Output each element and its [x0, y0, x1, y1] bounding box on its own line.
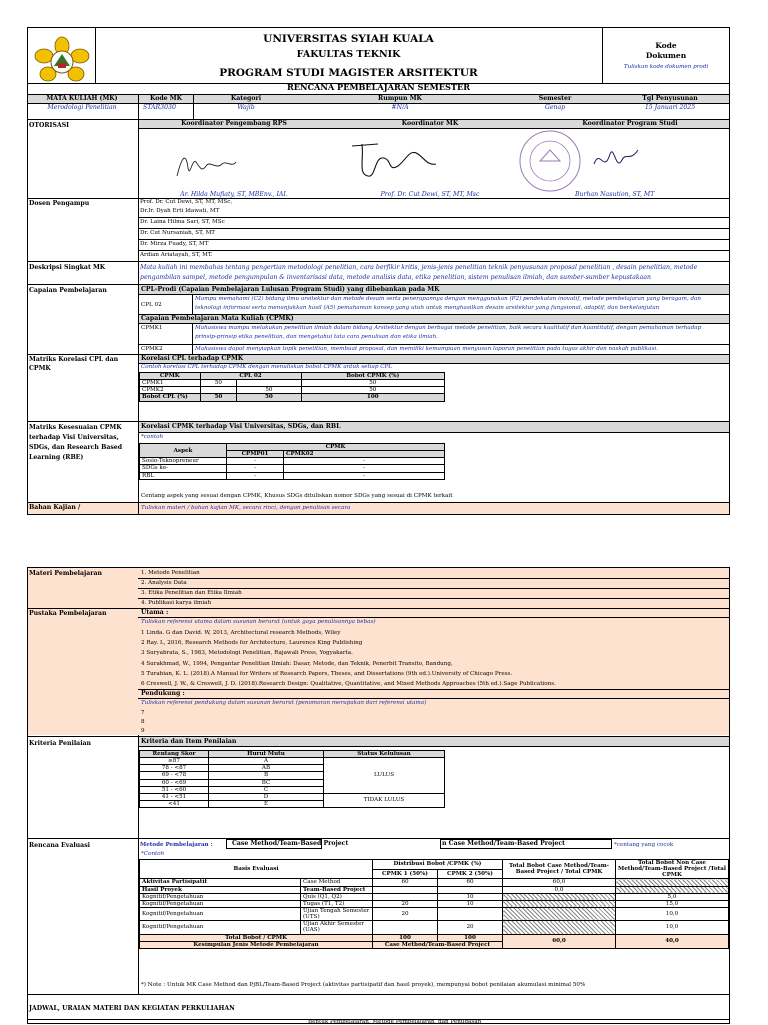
kesesuaian-contoh: *contoh — [141, 434, 164, 440]
eval-row-2-hatch — [616, 886, 729, 893]
kesesuaian-label-2: terhadap Visi Universitas, — [29, 434, 119, 441]
dosen-2: Dr.Ir. Dyah Erti Idawati, MT — [140, 208, 220, 214]
eval-row-3-c1 — [373, 893, 438, 900]
korelasi-total-3: 100 — [301, 394, 444, 401]
cpmk01-header: CPMP01 — [227, 451, 284, 458]
eval-row-4-c1: 20 — [373, 900, 438, 907]
skor-1: ≥87 — [140, 758, 209, 765]
cpmk2-code: CPMK2 — [141, 346, 163, 352]
korelasi-total-2: 50 — [237, 394, 301, 401]
eval-row-1-c1: 60 — [373, 879, 438, 886]
kesimpulan-value: Case Method/Team-Based Project — [373, 941, 503, 948]
dosen-1: Prof. Dr. Cut Dewi, ST, MT, MSc, — [140, 199, 233, 205]
rumpun-header: Rumpun MK — [378, 95, 422, 102]
total-bobot-2: 100 — [438, 934, 503, 941]
name-prodi: Burhan Nasution, ST, MT — [575, 191, 655, 198]
pustaka-utama-hint: Tuliskan referensi utama dalam susunan berurut (untuk gaya penulisannya bebas) — [141, 619, 376, 625]
eval-row-4-item: Tugas (T1, T2) — [301, 900, 373, 907]
university-logo — [34, 36, 90, 86]
huruf-7: E — [209, 800, 324, 807]
cpmk2-header: CPMK 2 (50%) — [438, 869, 503, 879]
huruf-3: B — [209, 772, 324, 779]
eval-row-6-noncase: 10,0 — [616, 921, 729, 934]
aspek-row-2: SDGs ke- — [140, 465, 227, 472]
korelasi-label-1: Matriks Korelasi CPL dan — [29, 356, 119, 363]
korelasi-row1-name: CPMK1 — [140, 380, 201, 387]
metode-value-1: Case Method/Team-Based Project — [232, 840, 349, 847]
course-name: Merodologi Penelitian — [47, 104, 117, 111]
materi-1: 1. Metode Penelitian — [141, 570, 200, 576]
eval-row-3-hatch — [503, 893, 616, 900]
eval-row-2-basis: Hasil Proyek — [140, 886, 301, 893]
course-rumpun: #N/A — [391, 104, 409, 111]
date-header: Tgl Penyusunan — [642, 95, 698, 102]
skor-4: 60 - <69 — [140, 779, 209, 786]
signature-mk — [348, 136, 440, 184]
huruf-1: A — [209, 758, 324, 765]
jadwal-label: JADWAL, URAIAN MATERI DAN KEGIATAN PERKULIAHAN — [29, 1005, 235, 1012]
eval-row-6-c2: 20 — [438, 921, 503, 934]
centang-hint: *centang yang cocok — [614, 842, 674, 848]
semester-header: Semester — [538, 95, 572, 102]
total-bobot-label: Total Bobot / CPMK — [140, 934, 373, 941]
korelasi-row2-cpl: 50 — [237, 387, 301, 394]
pend-9: 9 — [141, 728, 145, 734]
korelasi-hint: Contoh korelasi CPL terhadap CPMK dengan menuliskan bobot CPMK untuk setiap CPL — [141, 364, 392, 370]
eval-row-4-hatch — [503, 900, 616, 907]
huruf-5: C — [209, 786, 324, 793]
eval-row-4-c2: 10 — [438, 900, 503, 907]
deskripsi-line-2: pengambilan sampel, metode pengumpulan & inventarisasi data, metode analisis data, etika penelitian, sistem penulisan ilmiah, dan sumber-sumber kepustakaan — [140, 274, 652, 281]
name-mk: Prof. Dr. Cut Dewi, ST, MT, Msc — [380, 191, 480, 198]
cpl02-code: CPL 02 — [141, 302, 162, 308]
kriteria-header: Kriteria dan Item Penilaian — [141, 738, 237, 745]
pustaka-label: Pustaka Pembelajaran — [29, 610, 107, 617]
korelasi-col-cpl02: CPL 02 — [200, 373, 301, 380]
ref-2: 2 Ray. L, 2016, Research Methods for Architecture, Laurence King Publishing — [141, 640, 363, 646]
ref-1: 1 Linda. G dan David. W, 2013, Architectural research Methods, Wiley — [141, 630, 341, 636]
aspek-row-1-cpmk01: - — [227, 458, 284, 465]
aspek-header: Aspek — [140, 444, 227, 458]
materi-label: Materi Pembelajaran — [29, 570, 103, 577]
korelasi-row2-name: CPMK2 — [140, 387, 201, 394]
kesesuaian-label-4: Learning (RBE) — [29, 454, 84, 461]
total-noncase-header: Total Bobot Non Case Method/Team-Based Project /Total CPMK — [616, 860, 729, 879]
eval-row-3-basis: Kognitif/Pengetahuan — [140, 893, 301, 900]
aspek-row-1: Sosio-Teknopreneur — [140, 458, 227, 465]
coord-rps-label: Koordinator Pengembang RPS — [181, 120, 287, 127]
eval-row-6-hatch — [503, 921, 616, 934]
otorisasi-label: OTORISASI — [29, 122, 70, 129]
cpmk1-code: CPMK1 — [141, 325, 163, 331]
korelasi-header: Korelasi CPL terhadap CPMK — [141, 355, 244, 362]
korelasi-row1-bobot: 50 — [301, 380, 444, 387]
status-tidak-lulus: TIDAK LULUS — [324, 793, 445, 807]
dosen-5: Dr. Mirza Fuady, ST, MT — [140, 241, 209, 247]
bahan-label: Bahan Kajian / — [29, 504, 81, 511]
course-semester: Genap — [544, 104, 566, 111]
eval-row-1-case: 60,0 — [503, 879, 616, 886]
eval-row-1-hatch — [616, 879, 729, 886]
category-header: Kategori — [230, 95, 262, 102]
kesesuaian-header: Korelasi CPMK terhadap Visi Universitas, SDGs, dan RBL — [141, 423, 341, 430]
aspek-row-1-cpmk02: - — [284, 458, 445, 465]
korelasi-total-1: 50 — [200, 394, 237, 401]
total-noncase-value: 40,0 — [616, 934, 729, 948]
pustaka-pendukung-hint: Tuliskan referensi pendukung dalam susunan berurut (penomoran merupakan dari referensi utama) — [141, 700, 427, 706]
korelasi-row1-cpl: 50 — [200, 380, 237, 387]
course-header: MATA KULIAH (MK) — [46, 95, 118, 102]
dokumen-label: Dokumen — [645, 51, 687, 60]
cpmk1-header: CPMK 1 (50%) — [373, 869, 438, 879]
eval-row-5-c1: 20 — [373, 907, 438, 920]
kriteria-col-huruf: Huruf Mutu — [209, 751, 324, 758]
skor-7: <41 — [140, 800, 209, 807]
university-name: UNIVERSITAS SYIAH KUALA — [263, 33, 434, 45]
kriteria-col-skor: Rentang Skor — [140, 751, 209, 758]
cpl-header: CPL-Prodi (Capaian Pembelajaran Lulusan Program Studi) yang dibebankan pada MK — [141, 286, 440, 293]
cpl02-text-2: teknologi informasi serta menunjukkan hasil (A5) pemahaman konsep yang utuh untuk menghasilkan desain arsitektur yang fungsional, adaptif, dan berkelanjutan — [195, 305, 660, 311]
aspek-row-2-cpmk02: - — [284, 465, 445, 472]
aspek-row-3-cpmk02: - — [284, 472, 445, 479]
materi-4: 4. Publikasi karya ilmiah — [141, 600, 212, 606]
kriteria-label: Kriteria Penilaian — [29, 740, 92, 747]
kode-label: Kode — [655, 41, 677, 50]
evaluasi-label: Rencana Evaluasi — [29, 842, 91, 849]
capaian-label: Capaian Pembelajaran — [29, 287, 107, 294]
eval-row-4-noncase: 15,0 — [616, 900, 729, 907]
aspek-row-3: RBL — [140, 472, 227, 479]
cpmk2-text: Mahasiswa dapat menyiapkan topik penelitian, membuat proposal, dan memiliki kemampuan menyusun laporan penelitian pada tugas akhir dan naskah publikasi. — [195, 346, 658, 352]
official-stamp — [512, 128, 588, 194]
kode-hint: Tuliskan kode dokumen prodi — [623, 64, 709, 70]
metode-value-2: n Case Method/Team-Based Project — [442, 840, 565, 847]
kesesuaian-note: Centang aspek yang sesuai dengan CPMK, Khusus SDGs dituliskan nomor SDGs yang sesuai di CPMK terkait — [141, 493, 453, 499]
metode-label: Metode Pembelajaran : — [140, 842, 213, 848]
eval-row-6-basis: Kognitif/Pengetahuan — [140, 921, 301, 934]
pustaka-utama: Utama : — [141, 609, 169, 616]
skor-5: 51 - <60 — [140, 786, 209, 793]
ref-4: 4 Surakhmad, W., 1994, Pengantar Penelitian Ilmiah: Dasar, Metode, dan Teknik, Penerbit Transito, Bandung, — [141, 661, 453, 667]
coord-prodi-label: Koordinator Program Studi — [582, 120, 678, 127]
kriteria-table — [139, 750, 445, 808]
eval-row-3-item: Quis (Q1, Q2) — [301, 893, 373, 900]
cpmk-header: Capaian Pembelajaran Mata Kuliah (CPMK) — [141, 315, 294, 322]
skor-2: 78 - <87 — [140, 765, 209, 772]
eval-row-2-c1 — [373, 886, 438, 893]
dosen-3: Dr. Laina Hilma Sari, ST, MSc — [140, 219, 225, 225]
basis-header: Basis Evaluasi — [140, 860, 373, 879]
evaluasi-contoh: *Contoh — [141, 851, 165, 857]
kesesuaian-table — [139, 443, 445, 480]
ref-5: 5 Turabian, K. L. (2018).A Manual for Writers of Research Papers, Theses, and Dissertations (9th ed.).University of Chicago Press. — [141, 671, 513, 677]
skor-3: 69 - <78 — [140, 772, 209, 779]
huruf-4: BC — [209, 779, 324, 786]
pend-8: 8 — [141, 719, 145, 725]
eval-row-3-noncase: 5,0 — [616, 893, 729, 900]
korelasi-label-2: CPMK — [29, 365, 51, 372]
kesesuaian-label-1: Matriks Kesesuaian CPMK — [29, 424, 122, 431]
dosen-4: Dr. Cut Nursaniah, ST, MT — [140, 230, 216, 236]
eval-row-1-basis: Aktivitas Partisipatif — [140, 879, 301, 886]
ref-6: 6 Creswell, J. W., & Creswell, J. D. (2018).Research Design: Qualitative, Quantitative, and Mixed Methods Approaches (5th ed.).Sage Publications. — [141, 681, 556, 687]
course-category: Wajib — [237, 104, 255, 111]
code-header: Kode MK — [149, 95, 182, 102]
pend-7: 7 — [141, 710, 145, 716]
doc-title: RENCANA PEMBELAJARAN SEMESTER — [286, 82, 471, 92]
eval-row-1-item: Case Method — [301, 879, 373, 886]
cpmk1-text-2: prinsip-prinsip etika penelitian, dan mengetahui tata cara penulisan dan etika ilmiah. — [195, 334, 438, 340]
eval-row-5-basis: Kognitif/Pengetahuan — [140, 907, 301, 920]
eval-row-2-c2 — [438, 886, 503, 893]
korelasi-total-label: Bobot CPL (%) — [140, 394, 201, 401]
aspek-row-3-cpmk01: - — [227, 472, 284, 479]
cpmk1-text-1: Mahasiswa mampu melakukan penelitian ilmiah dalam bidang Arsitektur dengan berbagai metode penelitian, baik secara kualitatif dan kuantitatif, dengan pemahaman terhadap — [195, 325, 702, 331]
status-lulus: LULUS — [324, 758, 445, 794]
cpmk-col-header: CPMK — [227, 444, 445, 451]
ref-3: 3 Suryabrata, S., 1983, Metodologi Penelitian, Rajawali Press, Yogyakarta. — [141, 650, 353, 656]
deskripsi-label: Deskripsi Singkat MK — [29, 264, 106, 271]
korelasi-col-cpmk: CPMK — [140, 373, 201, 380]
distribusi-header: Distribusi Bobot /CPMK (%) — [373, 860, 503, 870]
pustaka-pendukung: Pendukung : — [141, 690, 185, 697]
total-case-header: Total Bobot Case Method/Team-Based Project / Total CPMK — [503, 860, 616, 879]
coord-mk-label: Koordinator MK — [401, 120, 459, 127]
kriteria-col-status: Status Kelulusan — [324, 751, 445, 758]
eval-row-3-c2: 10 — [438, 893, 503, 900]
eval-row-6-item: Ujian Akhir Semester (UAS) — [301, 921, 373, 934]
course-date: 15 Januari 2025 — [644, 104, 696, 111]
deskripsi-line-1: Mata kuliah ini membahas tentang pengertian metodologi penelitian, cara berfikir kritis, jenis-jenis penelitian teknik penyusunan proposal penelitian , desain penelitian, metode — [140, 264, 698, 271]
faculty-name: FAKULTAS TEKNIK — [296, 49, 401, 60]
eval-row-5-item: Ujian Tengah Semester (UTS) — [301, 907, 373, 920]
eval-row-2-case: 0,0 — [503, 886, 616, 893]
evaluasi-note: *) Note : Untuk MK Case Method dan PjBL/Team-Based Project (aktivitas partisipatif dan hasil proyek), mempunyai bobot penilaian akumulasi minimal 50% — [141, 982, 586, 988]
kesimpulan-label: Kesimpulan Jenis Metode Pembelajaran — [140, 941, 373, 948]
dosen-6: Ardian Ariatayah, ST, MT. — [140, 252, 213, 258]
eval-row-5-c2 — [438, 907, 503, 920]
total-case-value: 60,0 — [503, 934, 616, 948]
kesesuaian-label-3: SDGs, dan Research Based — [29, 444, 123, 451]
cpmk02-header: CPMK02 — [284, 451, 445, 458]
skor-6: 41 - <51 — [140, 793, 209, 800]
signature-prodi — [590, 140, 642, 180]
cpl02-text-1: Mampu memahami (C2) bidang ilmu arsitektur dan metode desain serta penerapannya dengan menggunakan (P2) pendekatan inovatif, metode pembelajaran yang beragam, dan — [195, 296, 701, 302]
korelasi-col-bobot: Bobot CPMK (%) — [301, 373, 444, 380]
eval-row-5-noncase: 10,0 — [616, 907, 729, 920]
dosen-label: Dosen Pengampu — [29, 200, 90, 207]
evaluasi-table — [139, 859, 729, 949]
huruf-2: AB — [209, 765, 324, 772]
jadwal-sub: Bentuk Pembelajaran, Metode Pembelajaran, dan Penugasan — [308, 1019, 482, 1025]
eval-row-2-item: Team-Based Project — [301, 886, 373, 893]
materi-3: 3. Etika Penelitian dan Etika Ilmiah — [141, 590, 242, 596]
aspek-row-2-cpmk01: - — [227, 465, 284, 472]
korelasi-row2-bobot: 50 — [301, 387, 444, 394]
eval-row-4-basis: Kognitif/Pengetahuan — [140, 900, 301, 907]
eval-row-1-c2: 60 — [438, 879, 503, 886]
eval-row-5-hatch — [503, 907, 616, 920]
program-name: PROGRAM STUDI MAGISTER ARSITEKTUR — [219, 67, 478, 79]
huruf-6: D — [209, 793, 324, 800]
bahan-hint: Tuliskan materi / bahan kajian MK, secara rinci, dengan penulisan secara — [141, 505, 351, 511]
korelasi-table — [139, 372, 445, 402]
eval-row-6-c1 — [373, 921, 438, 934]
signature-rps — [172, 148, 242, 184]
total-bobot-1: 100 — [373, 934, 438, 941]
materi-2: 2. Analysis Data — [141, 580, 187, 586]
course-code: STAR3030 — [143, 104, 176, 111]
name-rps: Ar. Hilda Mufiaty, ST, MBEnv., IAI. — [180, 191, 288, 198]
